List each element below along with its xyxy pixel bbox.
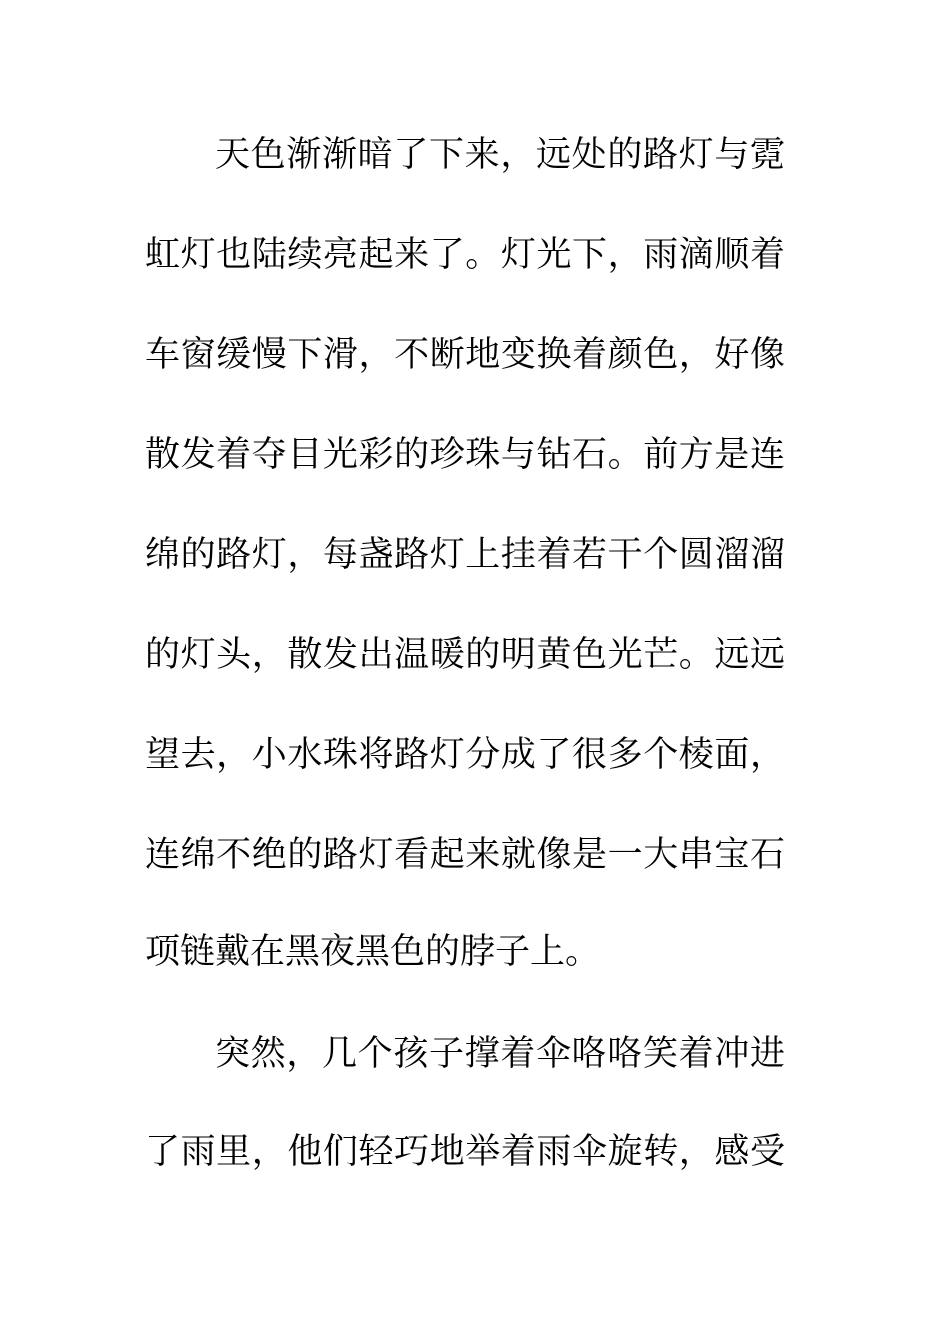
paragraph-1-line-3: 车窗缓慢下滑，不断地变换着颜色，好像 — [145, 335, 785, 375]
paragraph-1-line-8: 连绵不绝的路灯看起来就像是一大串宝石 — [145, 835, 785, 875]
paragraph-2-line-1: 突然，几个孩子撑着伞咯咯笑着冲进 — [215, 1034, 785, 1074]
paragraph-1-line-1: 天色渐渐暗了下来，远处的路灯与霓 — [215, 135, 785, 175]
paragraph-1-line-6: 的灯头，散发出温暖的明黄色光芒。远远 — [145, 635, 785, 675]
paragraph-2-line-2: 了雨里，他们轻巧地举着雨伞旋转，感受 — [145, 1132, 785, 1172]
paragraph-1-line-7: 望去，小水珠将路灯分成了很多个棱面， — [145, 735, 785, 775]
paragraph-1-line-5: 绵的路灯，每盏路灯上挂着若干个圆溜溜 — [145, 535, 785, 575]
paragraph-1-line-2: 虹灯也陆续亮起来了。灯光下，雨滴顺着 — [145, 235, 785, 275]
paragraph-1-line-9: 项链戴在黑夜黑色的脖子上。 — [145, 932, 601, 972]
paragraph-1-line-4: 散发着夺目光彩的珍珠与钻石。前方是连 — [145, 435, 785, 475]
